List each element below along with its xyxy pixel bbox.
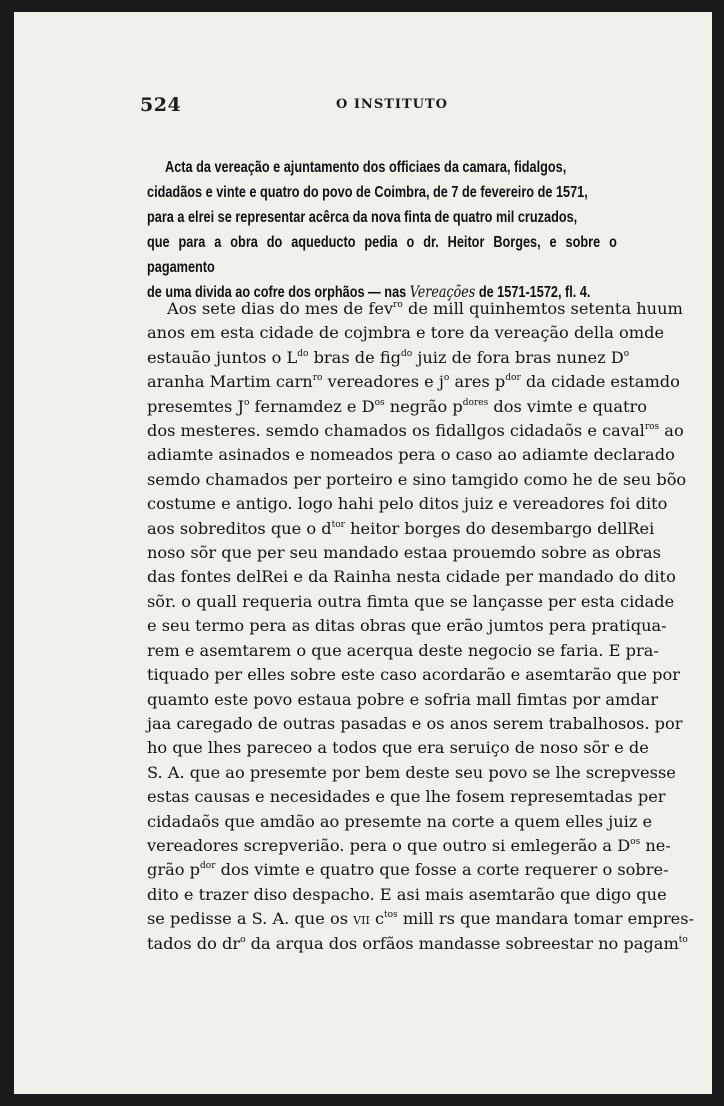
text-line: se pedisse a S. A. que os vii $c^{tos}$ mill rs que mandara tomar empres- [147,909,695,929]
text-line: dito e trazer diso despacho. E asi mais asemtarão que digo que [147,884,667,904]
title-line: para a elrei se representar acêrca da nova finta de quatro mil cruzados, [147,209,578,226]
text-line: estas causas e necesidades e que lhe fosem represemtadas per [147,787,666,807]
text-line: e seu termo pera as ditas obras que erão jumtos pera pratiqua- [147,616,667,636]
text-line: sõr. o quall requeria outra fimta que se lançasse per esta cidade [147,591,675,611]
text-line: aos sobreditos que o $d^{tor}$ heitor borges do desembargo dellRei [147,518,655,538]
text-line: cidadaõs que amdão ao presemte na corte a quem elles juiz e [147,811,653,831]
page-header [140,94,640,118]
text-line: noso sõr que per seu mandado estaa prouemdo sobre as obras [147,543,661,563]
text-line: anos em esta cidade de cojmbra e tore da vereação della omde [147,323,665,343]
page-number: 524 [140,94,182,116]
text-line: adiamte asinados e nomeados pera o caso ao adiamte declarado [147,445,675,465]
document-title [147,155,617,305]
text-line: vereadores screpverião. pera o que outro si emlegerão a $D^{os}$ ne- [147,835,671,855]
text-line: tados do $dr^o$ da arqua dos orfãos mandasse sobreestar no pagam$^{to}$ [147,933,688,953]
text-line: dos mesteres. semdo chamados os fidallgos cidadaõs e caval$^{ros}$ ao [147,421,684,441]
text-line: tiquado per elles sobre este caso acordarão e asemtarão que por [147,665,680,685]
text-line: quamto este povo estaua pobre e sofria mall fimtas por amdar [147,689,659,709]
text-line: estauão juntos o $L^{do}$ bras de fig$^{do}$ juiz de fora bras nunez $D^o$ [147,347,630,367]
text-line: presemtes $J^o$ fernamdez e $D^{os}$ negrão $p^{dores}$ dos vimte e quatro [147,396,647,416]
text-line: S. A. que ao presemte por bem deste seu povo se lhe screpvesse [147,762,676,782]
text-line: grão $p^{dor}$ dos vimte e quatro que fosse a corte requerer o sobre- [147,860,669,880]
title-line: que para a obra do aqueducto pedia o dr. Heitor Borges, e sobre o pagamento [147,234,617,276]
title-line: cidadãos e vinte e quatro do povo de Coimbra, de 7 de fevereiro de 1571, [147,184,588,201]
book-page [14,12,712,1094]
title-text: de uma divida ao cofre dos orphãos — nas [147,284,410,301]
body-text [147,297,695,956]
text-line: costume e antigo. logo hahi pelo ditos juiz e vereadores foi dito [147,494,668,514]
text-line: rem e asemtarem o que acerqua deste negocio se faria. E pra- [147,640,659,660]
text-line: ho que lhes pareceo a todos que era seruiço de noso sõr e de [147,738,649,758]
title-text: de 1571-1572, fl. 4. [475,284,591,301]
text-line: semdo chamados per porteiro e sino tamgido como he de seu bõo [147,469,687,489]
title-source-italic: Vereações [409,283,476,301]
running-head: O INSTITUTO [336,97,448,112]
text-line: das fontes delRei e da Rainha nesta cidade per mandado do dito [147,567,676,587]
title-line: Acta da vereação e ajuntamento dos officiaes da camara, fidalgos, [165,159,567,176]
text-line: jaa caregado de outras pasadas e os anos serem trabalhosos. por [147,713,683,733]
text-line: aranha Martim carn$^{ro}$ vereadores e $j^o$ ares $p^{dor}$ da cidade estamdo [147,372,680,392]
text-line: Aos sete dias do mes de fev$^{ro}$ de mill quinhemtos setenta huum [167,299,683,318]
